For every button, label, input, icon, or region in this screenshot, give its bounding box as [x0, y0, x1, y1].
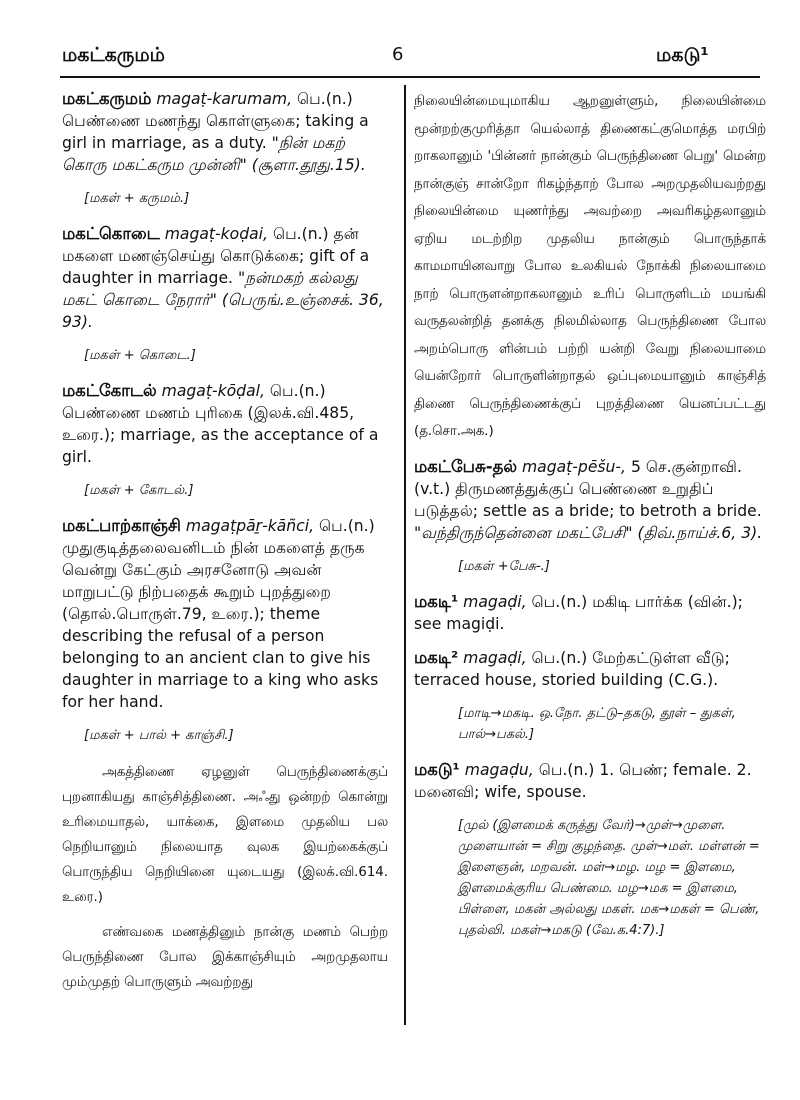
dictionary-entry — [62, 88, 388, 176]
right-entries — [414, 456, 766, 941]
entry-etymology: [முல் (இளமைக் கருத்து வேர்)→முள்→முளை. முளையான் = சிறு குழந்தை. முள்→மள். மள்ளன் = இளைஞன், மறவன். மள்→மழ. மழ = இளமை, இளமைக்குரிய பெண்மை. மழ→மக = இளமை, பிள்ளை, மகன் அல்லது மகள். மக→மகள் = பெண், புதல்வி. மகள்→மகடு (வே.க.4:7).] — [458, 817, 760, 938]
entry-transliteration: magaṭ-karumam, — [156, 90, 293, 108]
entry-headword: மகட்பேசு-தல் — [414, 456, 518, 476]
running-head-left: மகட்கருமம் — [62, 44, 165, 66]
commentary-paragraph: எண்வகை மணத்தினும் நான்கு மணம் பெற்ற பெருந்திணை போல இக்காஞ்சியும் அறமுதலாய மும்முதற் பொருளும் அவற்றது — [62, 925, 388, 990]
right-column — [414, 88, 766, 955]
entry-etymology: [மகள் +பேசு-.] — [458, 558, 550, 574]
entry-transliteration: magaḍi, — [463, 648, 527, 667]
entry-definition: பெ.(n.) பெண்ணை மணந்து கொள்ளுகை; taking a girl in marriage, as a duty. — [62, 90, 369, 152]
entry-definition: பெ.(n.) தன் மகளை மணஞ்செய்து கொடுக்கை; gift of a daughter in marriage. — [62, 225, 370, 287]
column-divider — [404, 85, 406, 1025]
entry-definition: பெ.(n.) பெண்ணை மணம் புரிகை (இலக்.வி.485, உரை.); marriage, as the acceptance of a girl. — [62, 382, 379, 466]
commentary-paragraph: அகத்திணை ஏழனுள் பெருந்திணைக்குப் புறனாகியது காஞ்சித்திணை. அஃது ஒன்றற் கொன்று உரிமையாதல், யாக்கை, இளமை முதலிய பல நெறியானும் நிலையாத வுலக இயற்கைக்குப் பொருந்திய நெறியினை யுடையது (இலக்.வி.614. உரை.) — [62, 765, 388, 905]
commentary-paragraph: நிலையின்மையுமாகிய ஆறனுள்ளும், நிலையின்மை மூன்றற்குமுரித்தா யெல்லாத் திணைகட்குமொத்த மரபிற் றாகலானும் 'பின்னர் நான்கும் பெருந்திணை பெறு' மென்ற நான்குஞ் சான்றோ ரிகழ்ந்தாற் போல அறமுதலியவற்றது நிலையின்மை யுணர்ந்து அவற்றை அவரிகழ்தலானும் ஏறிய மடற்றிற முதலிய நான்கும் பொருந்தாக் காமமாயினவாறு போல உலகியல் நோக்கி நிலையாமை நாற் பொருளன்றாகலானும் உரிப் பொருளிடம் மயங்கி வருதலன்றித் தனக்கு நிலமில்லாத பெருந்திணை போல அறம்பொரு ளின்பம் பற்றி யன்றி வேறு நிலையாமை யென்றோர் பொருளின்றாதல் ஒப்புமையானும் காஞ்சித் திணை பெருந்திணைக்குப் புறத்திணை யெனப்பட்டது (த.சொ.அக.) — [414, 94, 766, 439]
dictionary-entry — [414, 759, 766, 803]
entry-transliteration: magaḍi, — [463, 592, 527, 611]
entry-etymology: [மகள் + கருமம்.] — [84, 191, 190, 206]
entry-headword: மகட்கொடை — [62, 224, 160, 243]
dictionary-entry — [414, 591, 766, 635]
entry-etymology: [மாடி→மகடி. ஒ.நோ. தட்டு–தகடு, தூள் – துகள், பால்→பகல்.] — [458, 705, 736, 742]
left-column — [62, 88, 388, 1005]
dictionary-entry — [62, 380, 388, 468]
entry-citation: "நின் மகற் கொரு மகட்கரும முன்னி" (சூளா.தூது.15). — [62, 134, 366, 174]
entry-definition: பெ.(n.) முதுகுடித்தலைவனிடம் நின் மகளைத் தருக வென்று கேட்கும் அரசனோடு அவன் மாறுபட்டு நிற்பதைக் கூறும் புறத்துறை (தொல்.பொருள்.79, உரை.); theme describing the refusal of a person belonging to an ancient clan to give his daughter in marriage to a king who asks for her hand. — [62, 517, 379, 711]
dictionary-entry — [414, 647, 766, 691]
entry-citation: "நன்மகற் கல்லது மகட் கொடை நேரார்" (பெருங்.உஞ்சைக். 36, 93). — [62, 269, 384, 331]
entry-transliteration: magaṭ-kōḍal, — [161, 382, 265, 400]
header-rule — [60, 76, 760, 78]
entry-headword: மகட்கோடல் — [62, 381, 157, 400]
entry-transliteration: magaṭpāṟ-kāñci, — [185, 517, 315, 535]
entry-definition: 5 செ.குன்றாவி. (v.t.) திருமணத்துக்குப் பெண்ணை உறுதிப் படுத்தல்; settle as a bride; to betroth a bride. — [414, 457, 762, 520]
entry-definition: பெ.(n.) மகிடி பார்க்க (வின்.); see magiḍi. — [414, 592, 743, 633]
entry-headword: மகடி¹ — [414, 591, 459, 611]
left-entries — [62, 88, 388, 746]
entry-etymology: [மகள் + கோடல்.] — [84, 483, 194, 498]
entry-transliteration: magaṭ-pēšu-, — [521, 457, 627, 476]
entry-definition: பெ.(n.) 1. பெண்; female. 2. மனைவி; wife, spouse. — [414, 760, 752, 801]
entry-headword: மகடி² — [414, 647, 459, 667]
page-number: 6 — [392, 44, 404, 65]
dictionary-entry — [414, 456, 766, 544]
dictionary-entry — [62, 223, 388, 333]
running-head-right: மகடு¹ — [656, 44, 709, 66]
entry-etymology: [மகள் + பால் + காஞ்சி.] — [84, 728, 234, 743]
dictionary-entry — [62, 515, 388, 713]
entry-transliteration: magaḍu, — [464, 760, 534, 779]
entry-citation: "வந்திருந்தென்னை மகட்பேசி" (திவ்.நாய்ச்.6, 3). — [414, 523, 763, 542]
entry-headword: மகடு¹ — [414, 759, 460, 779]
entry-etymology: [மகள் + கொடை.] — [84, 348, 196, 363]
entry-headword: மகட்பாற்காஞ்சி — [62, 516, 181, 535]
entry-definition: பெ.(n.) மேற்கட்டுள்ள வீடு; terraced house, storied building (C.G.). — [414, 648, 730, 689]
entry-transliteration: magaṭ-koḍai, — [164, 225, 268, 243]
entry-headword: மகட்கருமம் — [62, 89, 152, 108]
